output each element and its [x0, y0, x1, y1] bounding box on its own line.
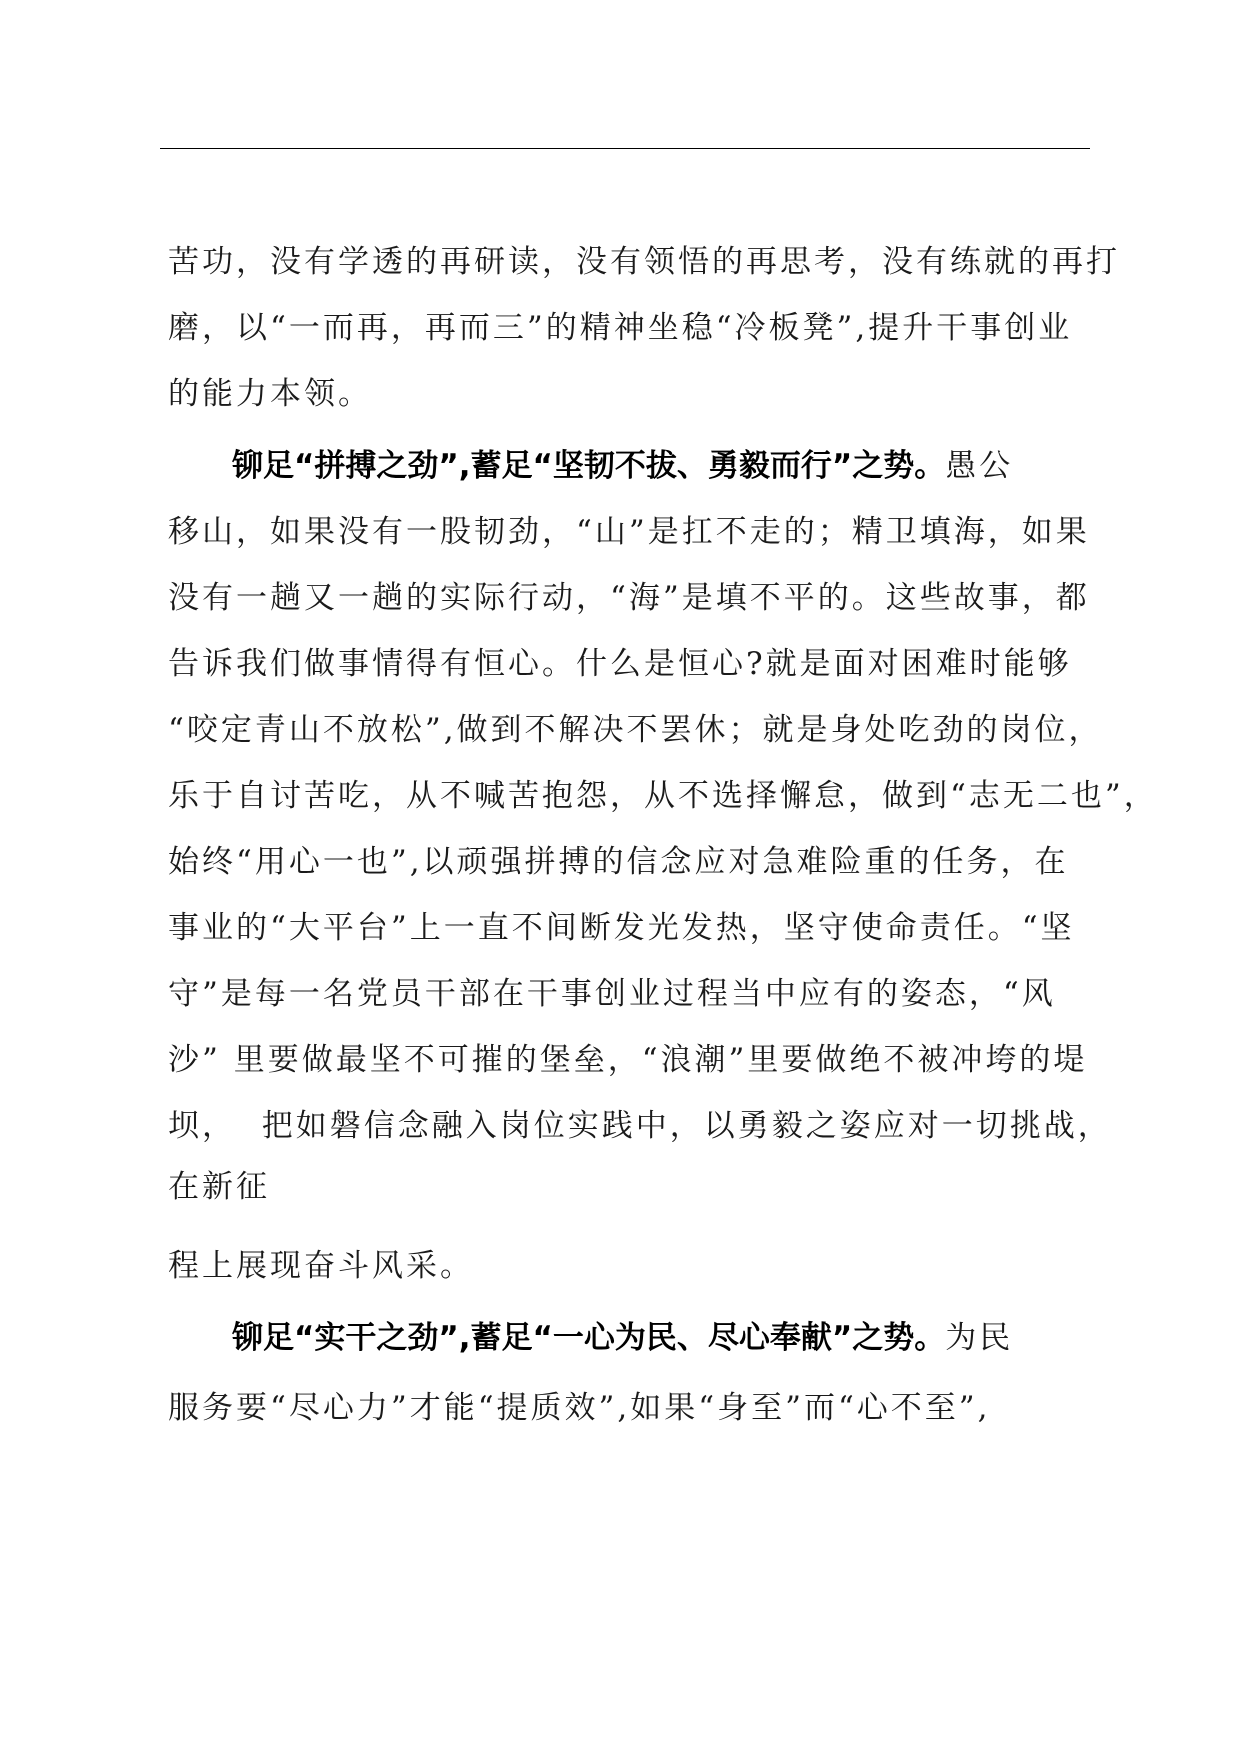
text-line: 移山，如果没有一股韧劲，“山”是扛不走的；精卫填海，如果	[168, 514, 1090, 550]
text-run: 为民	[945, 1320, 1014, 1356]
text-line: 的能力本领。	[168, 376, 372, 412]
paragraph-heading: 铆足“实干之劲”,蓄足“一心为民、尽心奉献”之势。	[232, 1320, 946, 1356]
text-line: 沙” 里要做最坚不可摧的堡垒，“浪潮”里要做绝不被冲垮的堤	[168, 1042, 1088, 1078]
text-line: 告诉我们做事情得有恒心。什么是恒心?就是面对困难时能够	[168, 646, 1072, 682]
text-line: 苦功，没有学透的再研读，没有领悟的再思考，没有练就的再打	[168, 244, 1120, 280]
text-line: “咬定青山不放松”,做到不解决不罢休；就是身处吃劲的岗位，	[168, 712, 1103, 748]
paragraph-heading-line	[232, 1318, 1013, 1358]
paragraph-heading: 铆足“拼搏之劲”,蓄足“坚韧不拔、勇毅而行”之势。	[232, 448, 946, 484]
header-rule	[160, 148, 1090, 149]
text-run: 愚公	[945, 448, 1014, 484]
text-line: 没有一趟又一趟的实际行动，“海”是填不平的。这些故事，都	[168, 580, 1090, 616]
text-line: 乐于自讨苦吃，从不喊苦抱怨，从不选择懈怠，做到“志无二也”，	[168, 778, 1158, 814]
text-line: 服务要“尽心力”才能“提质效”,如果“身至”而“心不至”,	[168, 1390, 991, 1426]
text-line: 守”是每一名党员干部在干事创业过程当中应有的姿态，“风	[168, 976, 1056, 1012]
text-line: 始终“用心一也”,以顽强拼搏的信念应对急难险重的任务，在	[168, 844, 1069, 880]
text-line: 事业的“大平台”上一直不间断发光发热，坚守使命责任。“坚	[168, 910, 1075, 946]
text-line: 坝， 把如磐信念融入岗位实践中，以勇毅之姿应对一切挑战，	[168, 1108, 1112, 1144]
paragraph-heading-line	[232, 446, 1013, 486]
text-line: 磨，以“一而再，再而三”的精神坐稳“冷板凳”,提升干事创业	[168, 310, 1073, 346]
text-line: 程上展现奋斗风采。	[168, 1248, 474, 1284]
text-line: 在新征	[168, 1169, 270, 1205]
